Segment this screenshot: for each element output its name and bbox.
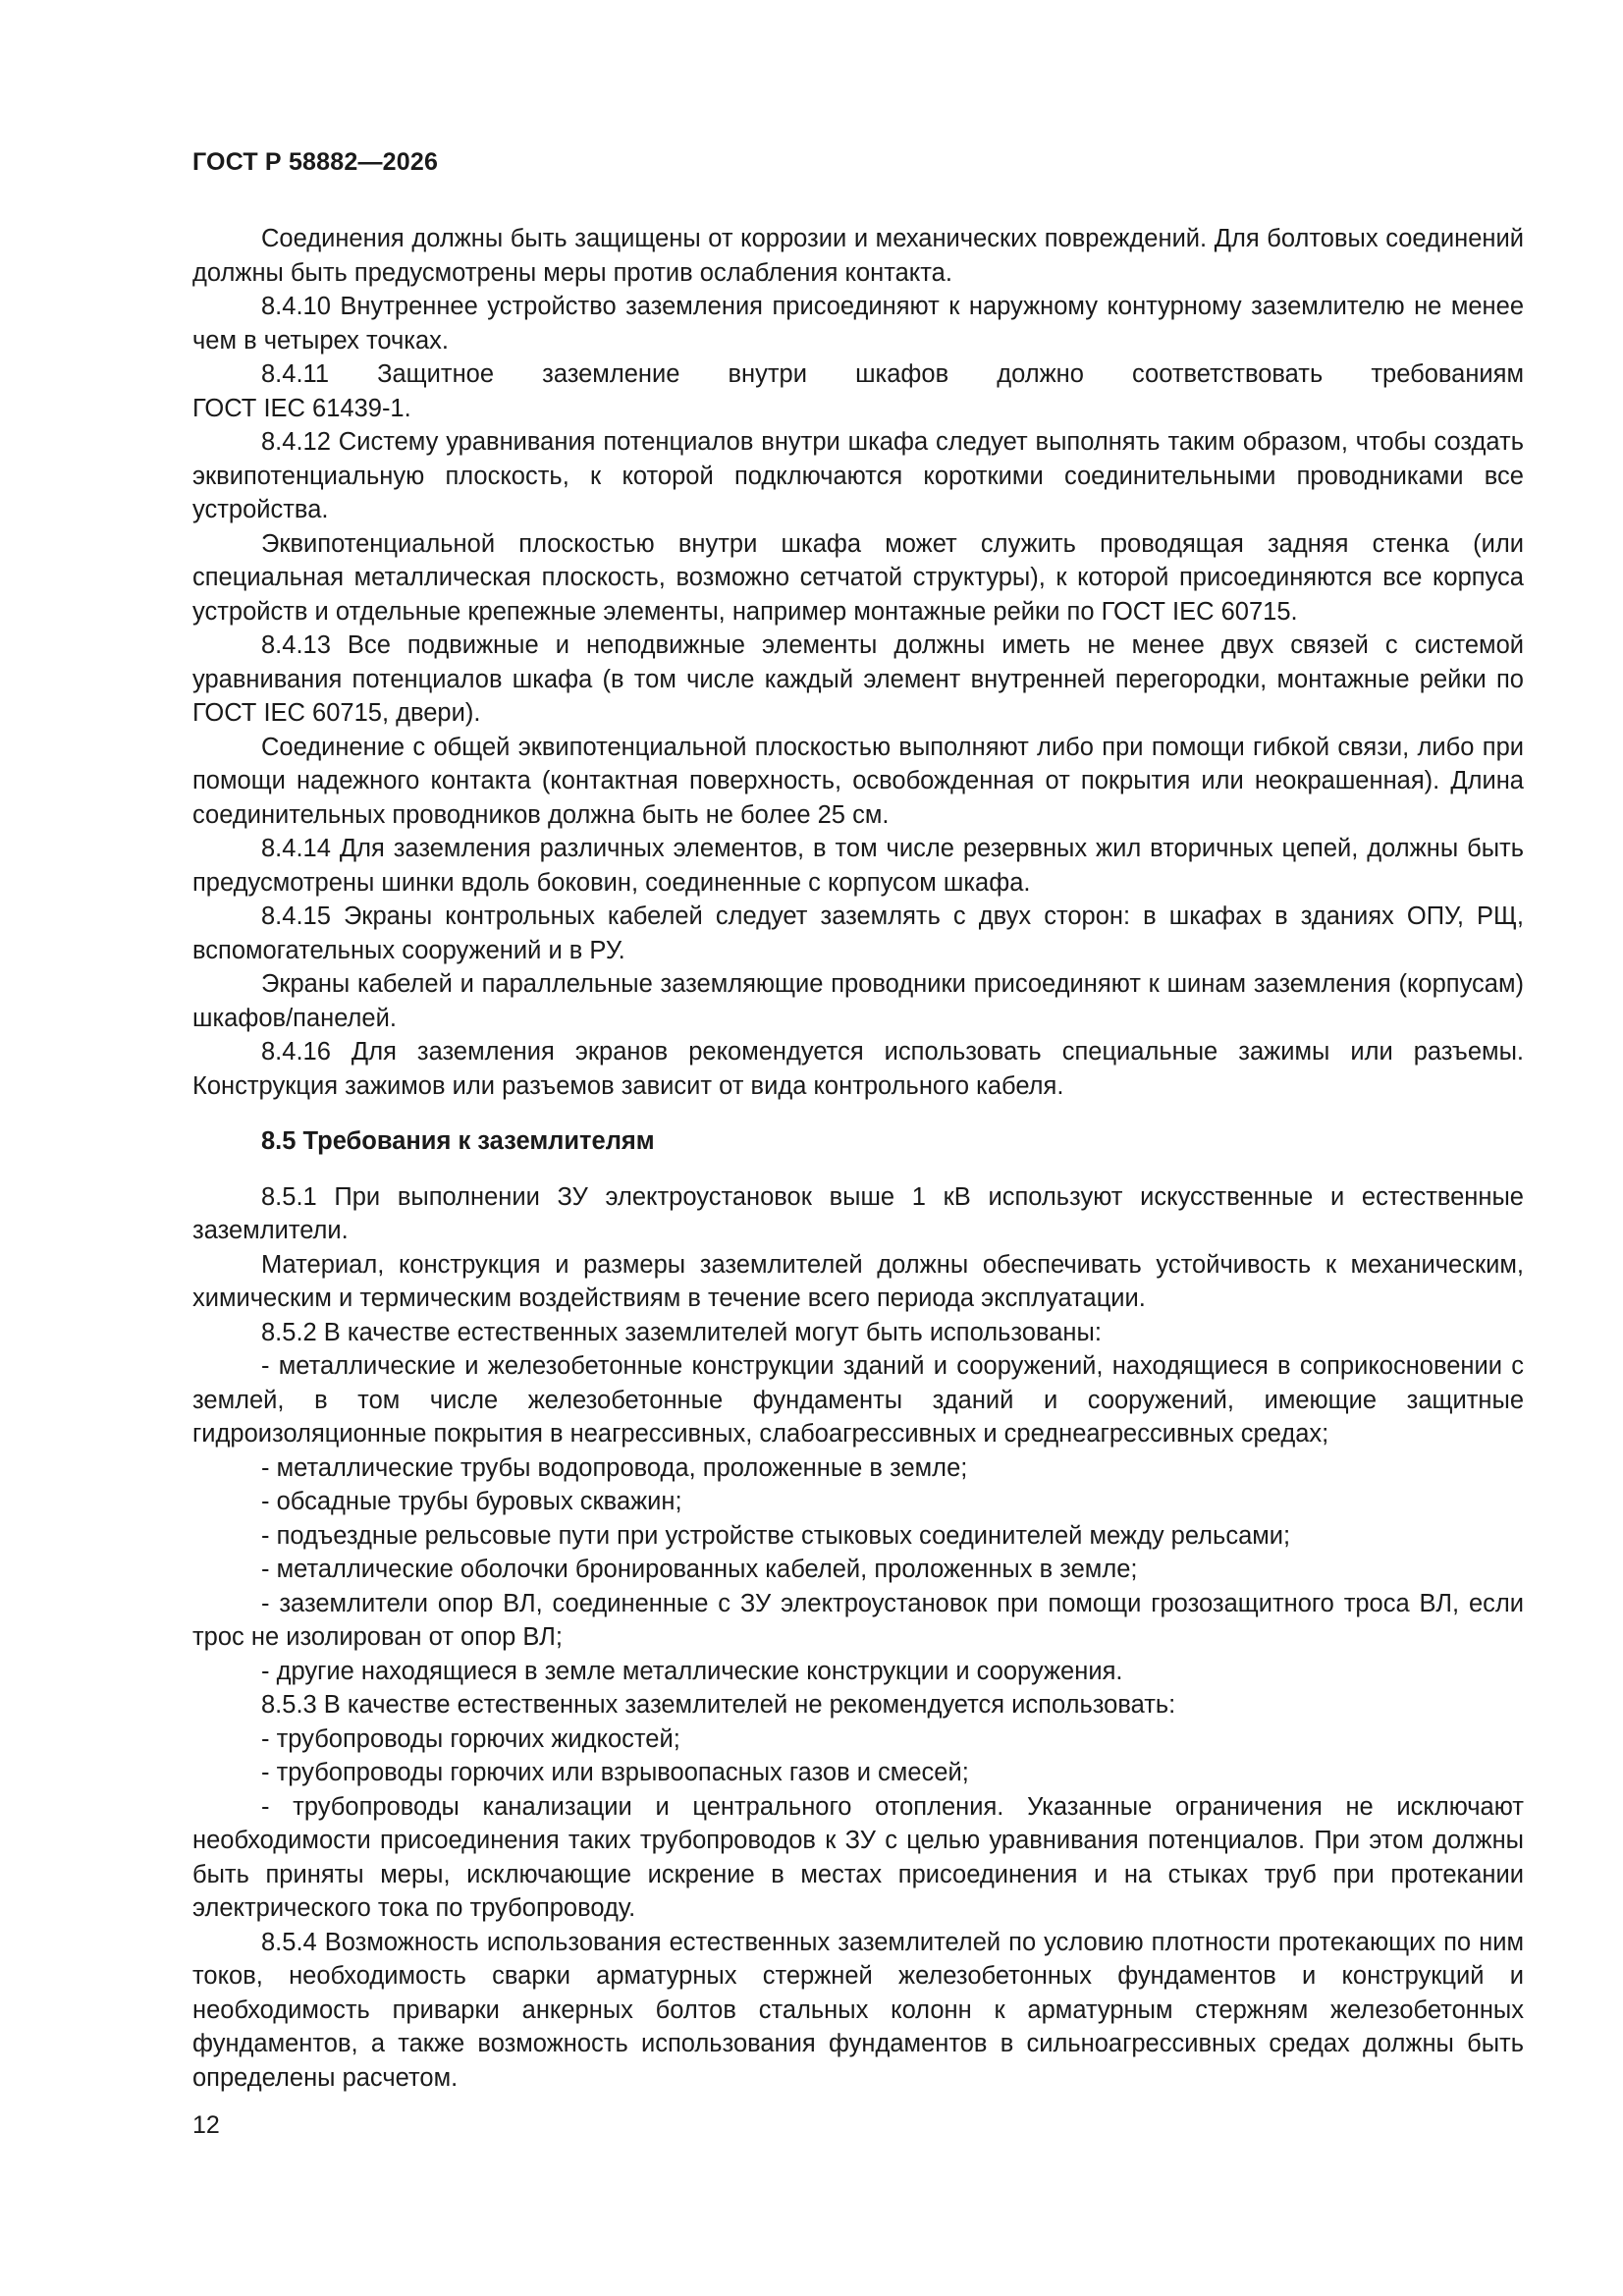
- list-item: - трубопроводы канализации и центрального отопления. Указанные ограничения не исключают необходимости присоединения таких трубопроводов к ЗУ с целью уравнивания потенциалов. При этом должны быть приняты меры, исключающие искрение в местах присоединения и на стыках труб при протекании электрического тока по трубопроводу.: [192, 1792, 1524, 1922]
- list-item: - другие находящиеся в земле металлические конструкции и сооружения.: [261, 1657, 1123, 1685]
- paragraph: Экраны кабелей и параллельные заземляющие проводники присоединяют к шинам заземления (корпусам) шкафов/панелей.: [192, 970, 1524, 1032]
- paragraph: 8.4.12 Систему уравнивания потенциалов внутри шкафа следует выполнять таким образом, чтобы создать эквипотенциальную плоскость, к которой подключаются короткими соединительными проводниками все устройства.: [192, 428, 1524, 523]
- list-item: - металлические трубы водопровода, проложенные в земле;: [261, 1453, 968, 1482]
- list-item: - заземлители опор ВЛ, соединенные с ЗУ электроустановок при помощи грозозащитного троса ВЛ, если трос не изолирован от опор ВЛ;: [192, 1589, 1524, 1651]
- list-item: - трубопроводы горючих жидкостей;: [261, 1724, 680, 1753]
- page-number: 12: [192, 2111, 220, 2139]
- paragraph: 8.5.2 В качестве естественных заземлителей могут быть использованы:: [261, 1318, 1102, 1346]
- paragraph: 8.4.16 Для заземления экранов рекомендуется использовать специальные зажимы или разъемы. Конструкция зажимов или разъемов зависит от вида контрольного кабеля.: [192, 1038, 1524, 1100]
- paragraph: 8.5.3 В качестве естественных заземлителей не рекомендуется использовать:: [261, 1691, 1176, 1719]
- list-item: - трубопроводы горючих или взрывоопасных газов и смесей;: [261, 1759, 969, 1786]
- document-body: [192, 222, 1524, 2095]
- paragraph: ГОСТ IEC 61439-1.: [192, 394, 411, 422]
- paragraph: 8.4.13 Все подвижные и неподвижные элементы должны иметь не менее двух связей с системой уравнивания потенциалов шкафа (в том числе каждый элемент внутренней перегородки, монтажные рейки по ГОСТ IEC 60715, двери).: [192, 631, 1524, 727]
- paragraph: 8.4.15 Экраны контрольных кабелей следует заземлять с двух сторон: в шкафах в зданиях ОПУ, РЩ, вспомогательных сооружений и в РУ.: [192, 902, 1524, 964]
- paragraph: 8.4.10 Внутреннее устройство заземления присоединяют к наружному контурному заземлителю не менее чем в четырех точках.: [192, 293, 1524, 355]
- document-header: ГОСТ Р 58882—2026: [192, 148, 439, 176]
- paragraph: Материал, конструкция и размеры заземлителей должны обеспечивать устойчивость к механическим, химическим и термическим воздействиям в течение всего периода эксплуатации.: [192, 1250, 1524, 1312]
- paragraph: Эквипотенциальной плоскостью внутри шкафа может служить проводящая задняя стенка (или специальная металлическая плоскость, возможно сетчатой структуры), к которой присоединяются все корпуса устройств и отдельные крепежные элементы, например монтажные рейки по ГОСТ IEC 60715.: [192, 529, 1524, 626]
- paragraph: 8.4.14 Для заземления различных элементов, в том числе резервных жил вторичных цепей, должны быть предусмотрены шинки вдоль боковин, соединенные с корпусом шкафа.: [192, 835, 1524, 897]
- paragraph: 8.4.11 Защитное заземление внутри шкафов должно соответствовать требованиям: [261, 360, 1524, 388]
- paragraph: 8.5.4 Возможность использования естественных заземлителей по условию плотности протекающих по ним токов, необходимость сварки арматурных стержней железобетонных фундаментов и конструкций и необходимость приварки анкерных болтов стальных колонн к арматурным стержням железобетонных фундаментов, а также возможность использования фундаментов в сильноагрессивных средах должны быть определены расчетом.: [192, 1928, 1524, 2092]
- list-item: - подъездные рельсовые пути при устройстве стыковых соединителей между рельсами;: [261, 1521, 1291, 1550]
- paragraph: Соединение с общей эквипотенциальной плоскостью выполняют либо при помощи гибкой связи, либо при помощи надежного контакта (контактная поверхность, освобожденная от покрытия или неокрашенная). Длина соединительных проводников должна быть не более 25 см.: [192, 733, 1524, 829]
- paragraph: Соединения должны быть защищены от коррозии и механических повреждений. Для болтовых соединений должны быть предусмотрены меры против ослабления контакта.: [192, 225, 1524, 287]
- list-item: - металлические и железобетонные конструкции зданий и сооружений, находящиеся в соприкосновении с землей, в том числе железобетонные фундаменты зданий и сооружений, имеющие защитные гидроизоляционные покрытия в неагрессивных, слабоагрессивных и среднеагрессивных средах;: [192, 1352, 1524, 1448]
- list-item: - обсадные трубы буровых скважин;: [261, 1488, 682, 1515]
- paragraph: 8.5.1 При выполнении ЗУ электроустановок выше 1 кВ используют искусственные и естественные заземлители.: [192, 1182, 1524, 1244]
- section-heading: 8.5 Требования к заземлителям: [261, 1127, 655, 1155]
- list-item: - металлические оболочки бронированных кабелей, проложенных в земле;: [261, 1556, 1138, 1583]
